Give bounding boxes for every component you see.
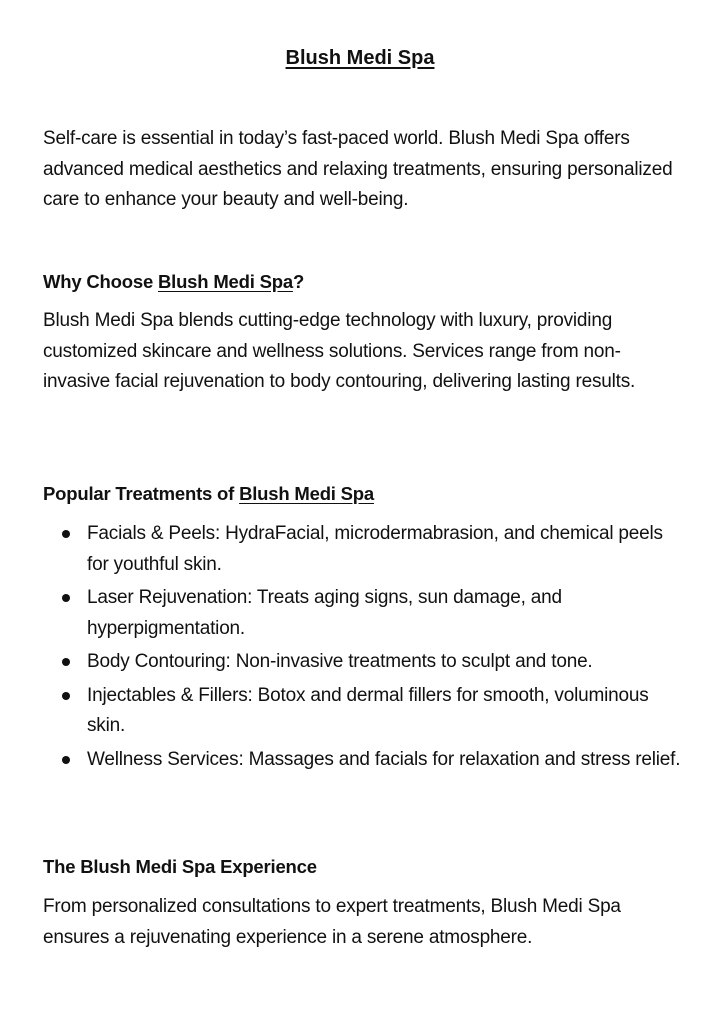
- why-choose-heading-prefix: Why Choose: [43, 271, 158, 292]
- popular-treatments-heading-prefix: Popular Treatments of: [43, 483, 240, 504]
- popular-treatments-heading-link[interactable]: Blush Medi Spa: [239, 483, 375, 504]
- list-item: [43, 681, 683, 742]
- treatment-text: Wellness Services: Massages and facials for relaxation and stress relief.: [87, 748, 681, 770]
- why-choose-heading-suffix: ?: [292, 271, 305, 292]
- experience-paragraph: From personalized consultations to expert treatments, Blush Medi Spa ensures a rejuvenating experience in a serene atmosphere.: [43, 896, 621, 948]
- treatment-text: Body Contouring: Non-invasive treatments to sculpt and tone.: [87, 651, 593, 672]
- list-item: [43, 519, 683, 580]
- treatments-list: [43, 519, 683, 778]
- treatment-text: Facials & Peels: HydraFacial, microdermabrasion, and chemical peels for youthful skin.: [87, 523, 663, 575]
- list-item: [43, 583, 683, 644]
- why-choose-heading-link[interactable]: Blush Medi Spa: [157, 271, 293, 292]
- bullet-icon: [62, 756, 70, 764]
- bullet-icon: [62, 530, 70, 538]
- list-item: [43, 647, 683, 678]
- why-choose-paragraph: Blush Medi Spa blends cutting-edge technology with luxury, providing customized skincare and wellness solutions. Services range from non-invasive facial rejuvenation to body contouring, delivering lasting results.: [43, 310, 636, 392]
- treatment-text: Laser Rejuvenation: Treats aging signs, sun damage, and hyperpigmentation.: [87, 587, 562, 639]
- bullet-icon: [62, 692, 70, 700]
- why-choose-heading: [43, 268, 683, 296]
- treatment-text: Injectables & Fillers: Botox and dermal fillers for smooth, voluminous skin.: [87, 684, 649, 736]
- popular-treatments-heading: [43, 480, 683, 508]
- list-item: [43, 745, 683, 776]
- bullet-icon: [62, 658, 70, 666]
- intro-paragraph: Self-care is essential in today’s fast-paced world. Blush Medi Spa offers advanced medical aesthetics and relaxing treatments, ensuring personalized care to enhance your beauty and well-being.: [43, 128, 673, 210]
- page-title: Blush Medi Spa: [285, 47, 435, 69]
- bullet-icon: [62, 594, 70, 602]
- experience-heading: The Blush Medi Spa Experience: [43, 856, 317, 877]
